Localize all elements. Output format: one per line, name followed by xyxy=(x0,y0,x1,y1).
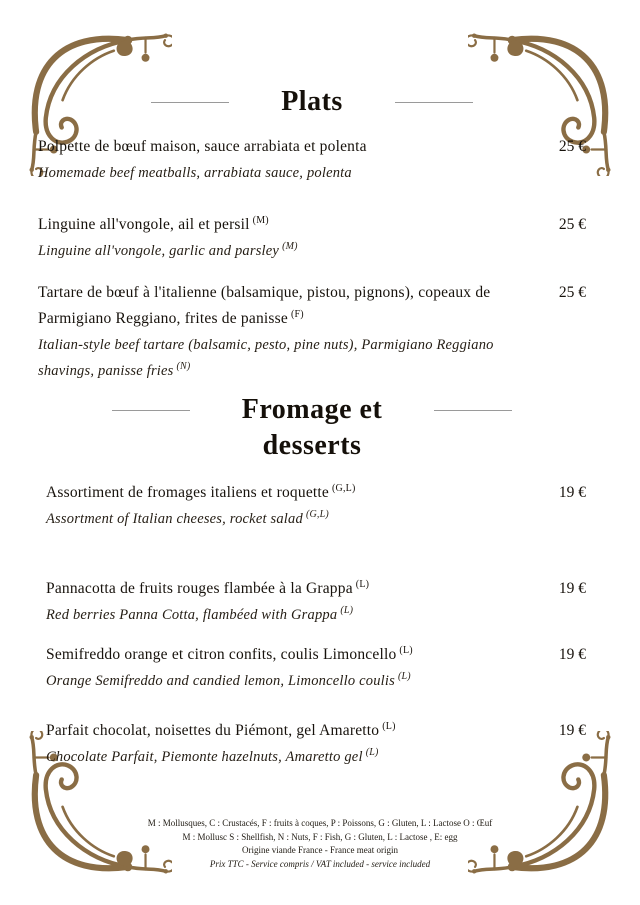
dish-translation xyxy=(46,602,510,628)
menu-item xyxy=(46,480,586,532)
dish-name-text: Semifreddo orange et citron confits, coulis Limoncello xyxy=(46,646,397,663)
allergen-code: (L) xyxy=(355,579,370,590)
dish-name xyxy=(46,642,510,668)
dish-translation xyxy=(46,506,510,532)
dish-name xyxy=(46,480,510,506)
header-rule-right xyxy=(395,102,473,103)
dish-translation-text: Chocolate Parfait, Piemonte hazelnuts, Amaretto gel xyxy=(46,749,363,765)
dish-price: 19 € xyxy=(558,722,586,739)
menu-item-text xyxy=(46,576,528,628)
dish-translation xyxy=(38,160,510,186)
dish-name-text: Pannacotta de fruits rouges flambée à la Grappa xyxy=(46,580,353,597)
meat-origin-note: Origine viande France - France meat origin xyxy=(242,845,398,855)
header-rule-left xyxy=(151,102,229,103)
dish-name xyxy=(38,134,510,160)
allergen-code: (G,L) xyxy=(332,483,356,494)
dish-translation-text: Homemade beef meatballs, arrabiata sauce, polenta xyxy=(38,165,352,181)
allergen-code: (L) xyxy=(365,747,379,758)
menu-item xyxy=(38,280,586,384)
dish-name-text: Parfait chocolat, noisettes du Piémont, gel Amaretto xyxy=(46,722,380,739)
dish-translation xyxy=(38,332,510,384)
footer-legend xyxy=(0,817,640,871)
dish-name-text: Assortiment de fromages italiens et roquette xyxy=(46,484,329,501)
menu-item xyxy=(46,576,586,628)
dish-price: 19 € xyxy=(558,484,586,501)
section-title-plats: Plats xyxy=(281,86,343,117)
allergen-legend-en: M : Mollusc S : Shellfish, N : Nuts, F : Fish, G : Gluten, L : Lactose , E: egg xyxy=(182,831,458,842)
section-title-line2: desserts xyxy=(262,430,362,461)
header-rule-left xyxy=(112,410,190,411)
section-title-desserts xyxy=(242,392,383,464)
menu-item xyxy=(46,718,586,770)
menu-item-text xyxy=(38,212,528,264)
dish-translation-text: Linguine all'vongole, garlic and parsley xyxy=(38,243,280,259)
dish-translation xyxy=(38,238,510,264)
section-desserts xyxy=(38,392,586,770)
section-header-desserts xyxy=(38,392,586,464)
section-plats xyxy=(38,84,586,384)
section-title-line1: Fromage et xyxy=(241,394,383,425)
allergen-code: (F) xyxy=(290,309,304,320)
desserts-items xyxy=(38,480,586,770)
dish-price: 19 € xyxy=(558,646,586,663)
menu-item xyxy=(38,134,586,186)
allergen-code: (G,L) xyxy=(305,509,329,520)
menu-item-text xyxy=(46,480,528,532)
menu-item-text xyxy=(38,280,528,384)
menu-item xyxy=(38,212,586,264)
dish-price: 25 € xyxy=(558,138,586,155)
allergen-legend-fr: M : Mollusques, C : Crustacés, F : fruits à coques, P : Poissons, G : Gluten, L : Lactose O : Œuf xyxy=(147,818,493,828)
menu-item xyxy=(46,642,586,694)
header-rule-right xyxy=(434,410,512,411)
dish-name xyxy=(38,280,510,332)
allergen-code: (M) xyxy=(252,215,269,226)
dish-price: 19 € xyxy=(558,580,586,597)
dish-translation-text: Red berries Panna Cotta, flambéed with Grappa xyxy=(46,607,338,623)
plats-items xyxy=(38,134,586,384)
dish-translation-text: Orange Semifreddo and candied lemon, Limoncello coulis xyxy=(46,673,395,689)
menu-item-text xyxy=(46,642,528,694)
dish-name xyxy=(38,212,510,238)
menu-item-text xyxy=(46,718,528,770)
allergen-code: (L) xyxy=(399,645,413,656)
dish-price: 25 € xyxy=(558,284,586,301)
dish-translation-text: Assortment of Italian cheeses, rocket salad xyxy=(46,511,303,527)
allergen-code: (N) xyxy=(176,361,191,372)
allergen-code: (M) xyxy=(282,241,298,252)
price-note: Prix TTC - Service compris / VAT included - service included xyxy=(209,858,431,869)
dish-translation xyxy=(46,744,510,770)
dish-price: 25 € xyxy=(558,216,586,233)
dish-name-text: Linguine all'vongole, ail et persil xyxy=(38,216,250,233)
dish-translation-text: Italian-style beef tartare (balsamic, pesto, pine nuts), Parmigiano Reggiano shavings, panisse fries xyxy=(38,337,494,379)
dish-name xyxy=(46,718,510,744)
dish-name-text: Tartare de bœuf à l'italienne (balsamique, pistou, pignons), copeaux de Parmigiano Reggiano, frites de panisse xyxy=(38,284,491,327)
dish-translation xyxy=(46,668,510,694)
allergen-code: (L) xyxy=(340,605,354,616)
allergen-code: (L) xyxy=(397,671,411,682)
dish-name xyxy=(46,576,510,602)
menu-item-text xyxy=(38,134,528,186)
dish-name-text: Polpette de bœuf maison, sauce arrabiata et polenta xyxy=(38,138,367,155)
section-header-plats xyxy=(38,84,586,120)
allergen-code: (L) xyxy=(382,721,396,732)
